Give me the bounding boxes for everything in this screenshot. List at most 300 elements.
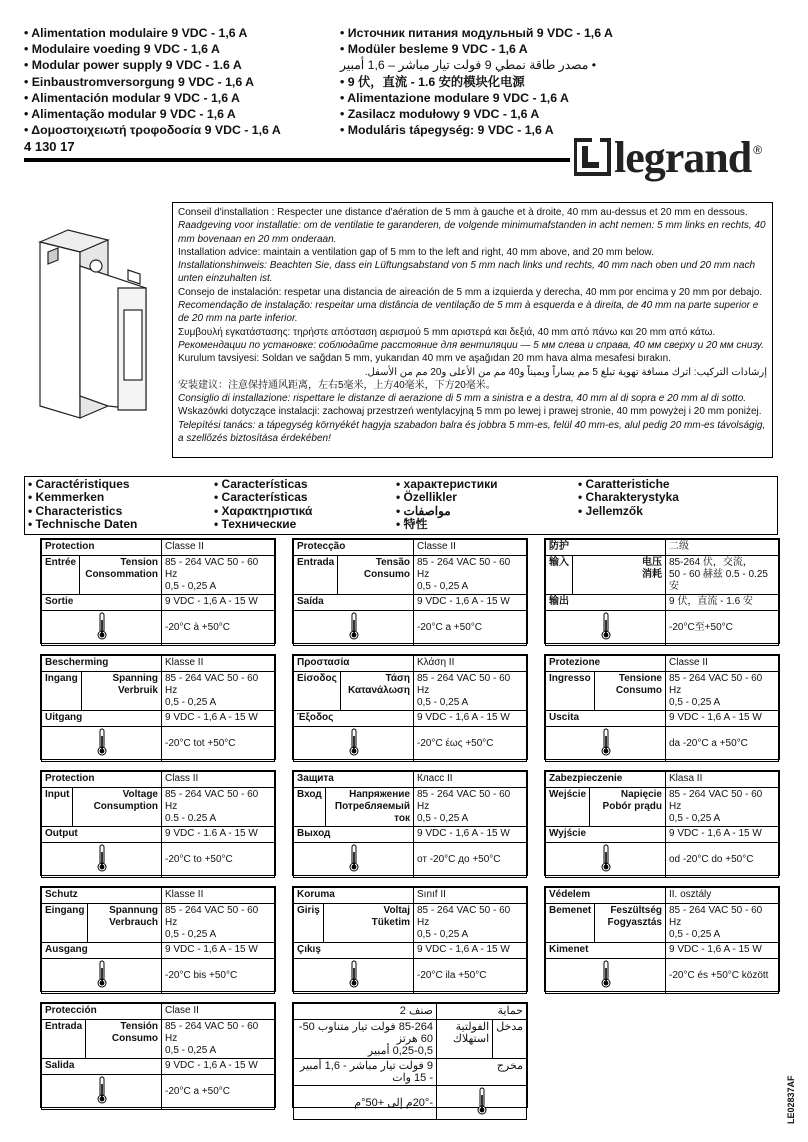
spec-table — [40, 886, 276, 992]
advice-line: Рекомендации по установке: соблюдайте расстояние для вентиляции — 5 мм слева и справа, 40 мм сверху и 20 мм снизу. — [178, 339, 764, 351]
input-voltage-value: 85-264 伏，交流， — [669, 557, 753, 568]
input-consumption-label: Verbruik — [117, 685, 158, 696]
char-text: Caratteristiche — [585, 477, 670, 491]
input-consumption-label: Κατανάλωση — [347, 685, 410, 696]
spec-table — [292, 654, 528, 760]
input-voltage-value: 85 - 264 VAC 50 - 60 Hz — [669, 673, 763, 696]
title-line — [24, 25, 281, 41]
spec-table — [544, 886, 780, 992]
protection-label: Protección — [42, 1004, 162, 1020]
input-cell — [546, 556, 666, 595]
input-value — [666, 672, 779, 711]
input-sub-labels — [82, 672, 161, 710]
input-sub-labels — [341, 672, 413, 710]
bullet: • — [396, 490, 404, 505]
input-cell — [42, 788, 162, 827]
bullet: • — [578, 477, 586, 491]
input-current-value: 0,5 - 0,25 A — [417, 581, 469, 592]
spec-grid — [293, 887, 527, 994]
temperature-value: -20°C tot +50°C — [162, 727, 275, 762]
bullet: • — [28, 517, 36, 532]
bullet: • — [578, 490, 586, 505]
protection-label: Koruma — [294, 888, 414, 904]
spec-grid — [293, 655, 527, 762]
output-value: 9 VDC - 1,6 A - 15 W — [162, 711, 275, 727]
input-cell — [42, 556, 162, 595]
spec-table — [544, 654, 780, 760]
char-label — [396, 518, 497, 531]
input-sub-labels — [338, 556, 413, 594]
title-line — [24, 41, 281, 57]
temperature-value: -20°C és +50°C között — [666, 959, 779, 994]
input-current-value: 50 - 60 赫兹 0.5 - 0.25 安 — [669, 569, 768, 592]
char-label — [396, 491, 497, 504]
output-label: Uitgang — [42, 711, 162, 727]
advice-line: 安装建议：注意保持通风距离，左右5毫米，上方40毫米，下方20毫米。 — [178, 379, 496, 391]
output-value: 9 伏，直流 - 1.6 安 — [666, 595, 779, 611]
output-value: 9 VDC - 1,6 A - 15 W — [666, 827, 779, 843]
temp-icon-cell — [546, 843, 666, 878]
input-voltage-label: Τάση — [385, 673, 410, 684]
char-label — [28, 518, 137, 531]
char-text: Characteristics — [35, 503, 123, 518]
temp-icon-cell — [546, 959, 666, 994]
temperature-value: -20°C to +50°C — [162, 843, 275, 878]
advice-line: Consiglio di installazione: rispettare le distanze di aerazione di 5 mm a sinistra e a destra, 40 mm al di sopra e 20 mm al di sotto. — [178, 393, 747, 405]
protection-value: Classe II — [162, 540, 275, 556]
input-current-value: 0,5 - 0,25 A — [669, 813, 721, 824]
output-value: 9 VDC - 1,6 A - 15 W — [414, 827, 527, 843]
input-voltage-value: 85 - 264 VAC 50 - 60 Hz — [165, 905, 259, 928]
output-label: Çıkış — [294, 943, 414, 959]
protection-label: Protection — [42, 772, 162, 788]
bullet: • — [24, 26, 32, 40]
input-sub-labels — [324, 904, 413, 942]
protection-value: صنف 2 — [294, 1004, 437, 1020]
title-line — [340, 106, 613, 122]
input-label: Eingang — [42, 904, 88, 942]
input-cell — [437, 1020, 527, 1059]
input-sub-labels — [573, 556, 665, 594]
input-value — [666, 904, 779, 943]
input-current-value: 0,5 - 0,25 A — [417, 813, 469, 824]
char-text: Caractéristiques — [35, 477, 130, 491]
protection-value: Класс II — [414, 772, 527, 788]
input-voltage-value: 85-264 فولت تيار متناوب 50-60 هرتز — [298, 1021, 433, 1045]
char-label — [214, 491, 312, 504]
bullet: • — [214, 477, 222, 491]
input-voltage-label: Tensão — [375, 557, 410, 568]
title-line — [340, 41, 613, 57]
input-voltage-value: 85 - 264 VAC 50 - 60 Hz — [417, 905, 511, 928]
title-line — [24, 74, 281, 90]
input-voltage-value: 85 - 264 VAC 50 - 60 Hz — [417, 673, 511, 696]
temperature-value: -20°C bis +50°C — [162, 959, 275, 994]
output-label: Saída — [294, 595, 414, 611]
input-current-value: 0,5 - 0,25 A — [165, 1045, 217, 1056]
temp-icon-cell — [546, 611, 666, 646]
output-label: Salida — [42, 1059, 162, 1075]
temp-icon-cell — [437, 1086, 527, 1120]
title-text: Источник питания модульный 9 VDC - 1,6 A — [347, 26, 613, 40]
output-label: Ausgang — [42, 943, 162, 959]
input-voltage-value: 85 - 264 VAC 50 - 60 Hz — [165, 1021, 259, 1044]
char-label — [28, 505, 137, 518]
protection-label: Schutz — [42, 888, 162, 904]
bullet: • — [588, 58, 597, 73]
input-consumption-label: 消耗 — [642, 569, 662, 580]
input-voltage-label: Напряжение — [349, 789, 410, 800]
input-consumption-label: Consommation — [85, 569, 158, 580]
input-value — [666, 556, 779, 595]
input-voltage-value: 85 - 264 VAC 50 - 60 Hz — [669, 789, 763, 812]
protection-label: Protecção — [294, 540, 414, 556]
temperature-value: -20°C ila +50°C — [414, 959, 527, 994]
thermometer-icon — [348, 960, 360, 988]
input-current-value: 0,5 - 0,25 A — [417, 929, 469, 940]
input-current-value: 0,5 - 0,25 A — [417, 697, 469, 708]
spec-table — [40, 770, 276, 876]
input-sub-labels — [73, 788, 161, 826]
bullet: • — [24, 74, 32, 89]
thermometer-icon — [96, 960, 108, 988]
registered-mark: ® — [753, 143, 763, 157]
char-text: характеристики — [403, 477, 498, 491]
input-label: Είσοδος — [294, 672, 341, 710]
title-text: 9 伏，直流 - 1.6 安的模块化电源 — [347, 74, 525, 89]
protection-value: Sınıf II — [414, 888, 527, 904]
char-text: Características — [221, 490, 308, 505]
title-line — [24, 57, 281, 73]
thermometer-icon — [600, 728, 612, 756]
spec-grid — [41, 887, 275, 994]
char-label — [578, 505, 679, 518]
advice-line: Consejo de instalación: respetar una distancia de aireación de 5 mm a izquierda y derecha, 40 mm por encima y 20 mm por debajo. — [178, 286, 763, 298]
char-col-3 — [396, 478, 497, 532]
protection-label: Protection — [42, 540, 162, 556]
input-consumption-label: Tüketim — [371, 917, 410, 928]
titles-left — [24, 25, 281, 138]
input-label: Input — [42, 788, 73, 826]
input-sub-labels — [595, 672, 665, 710]
spec-grid — [545, 887, 779, 994]
input-value — [414, 904, 527, 943]
thermometer-icon — [600, 960, 612, 988]
spec-table — [292, 886, 528, 992]
temperature-value: -20°C à +50°C — [162, 611, 275, 646]
input-cell — [42, 672, 162, 711]
input-label: Entrada — [42, 1020, 86, 1058]
protection-label: 防护 — [546, 540, 666, 556]
top-rule — [24, 158, 570, 162]
char-text: مواصفات — [403, 503, 451, 518]
output-label: Sortie — [42, 595, 162, 611]
protection-value: 二级 — [666, 540, 779, 556]
protection-value: Klasse II — [162, 656, 275, 672]
title-line — [340, 74, 613, 90]
thermometer-icon — [600, 844, 612, 872]
input-consumption-label: Consumo — [615, 685, 662, 696]
input-voltage-label: الفولتية — [455, 1021, 490, 1033]
title-text: Modüler besleme 9 VDC - 1,6 A — [347, 42, 528, 57]
bullet: • — [24, 42, 32, 57]
input-label: مدخل — [492, 1020, 526, 1058]
legrand-logo — [574, 132, 763, 182]
bullet: • — [396, 477, 404, 491]
output-label: Uscita — [546, 711, 666, 727]
bullet: • — [28, 490, 36, 505]
input-sub-labels — [88, 904, 161, 942]
char-label — [578, 491, 679, 504]
title-text: Modular power supply 9 VDC - 1.6 A — [31, 58, 242, 73]
bullet: • — [24, 58, 32, 73]
protection-value: Clase II — [162, 1004, 275, 1020]
spec-grid-arabic — [293, 1003, 527, 1120]
input-consumption-label: Pobór prądu — [602, 801, 662, 812]
protection-value: Klasa II — [666, 772, 779, 788]
input-consumption-label: Consumption — [93, 801, 158, 812]
bullet: • — [214, 490, 222, 505]
output-value: 9 VDC - 1,6 A - 15 W — [666, 711, 779, 727]
title-text: Modulaire voeding 9 VDC - 1,6 A — [31, 42, 220, 57]
spec-grid — [293, 539, 527, 646]
input-voltage-value: 85 - 264 VAC 50 - 60 Hz — [165, 557, 259, 580]
input-current-value: 0.5 - 0.25 A — [165, 813, 217, 824]
char-text: 特性 — [403, 517, 428, 532]
doc-reference: LE02837AF — [786, 1075, 796, 1124]
title-line — [340, 25, 613, 41]
input-sub-labels — [437, 1020, 492, 1058]
protection-value: Class II — [162, 772, 275, 788]
char-text: Technische Daten — [35, 517, 138, 532]
temperature-value: od -20°C do +50°C — [666, 843, 779, 878]
spec-grid — [545, 655, 779, 762]
input-cell — [294, 672, 414, 711]
bullet: • — [340, 123, 348, 138]
advice-line: Recomendação de instalação: respeitar uma distância de ventilação de 5 mm à esquerda e à direita, de 40 mm na parte superior e de 20 mm na parte inferior. — [178, 300, 759, 325]
protection-label: Προστασία — [294, 656, 414, 672]
char-text: Características — [221, 477, 308, 491]
temp-icon-cell — [294, 727, 414, 762]
output-value: 9 VDC - 1,6 A - 15 W — [162, 1059, 275, 1075]
input-cell — [546, 672, 666, 711]
output-value: 9 VDC - 1,6 A - 15 W — [162, 943, 275, 959]
bullet: • — [28, 477, 36, 491]
bullet: • — [24, 90, 32, 105]
titles-right — [340, 25, 613, 138]
input-consumption-label: Consumo — [363, 569, 410, 580]
input-voltage-value: 85 - 264 VAC 50 - 60 Hz — [165, 673, 259, 696]
temperature-value: -20°C a +50°C — [162, 1075, 275, 1110]
input-voltage-label: Voltaj — [383, 905, 410, 916]
advice-line: Installation advice: maintain a ventilation gap of 5 mm to the left and right, 40 mm above, and 20 mm below. — [178, 246, 654, 258]
temp-icon-cell — [42, 611, 162, 646]
title-line — [24, 122, 281, 138]
input-label: Giriş — [294, 904, 324, 942]
bullet: • — [340, 42, 348, 57]
bullet: • — [214, 503, 222, 518]
legrand-wordmark: legrand — [614, 132, 752, 182]
bullet: • — [340, 26, 348, 40]
output-label: Выход — [294, 827, 414, 843]
char-label — [578, 478, 679, 491]
thermometer-icon — [348, 728, 360, 756]
input-cell — [42, 1020, 162, 1059]
char-text: Технические — [221, 517, 297, 532]
title-line — [24, 106, 281, 122]
title-line — [340, 57, 613, 73]
input-value — [414, 788, 527, 827]
temp-icon-cell — [294, 843, 414, 878]
temp-icon-cell — [42, 727, 162, 762]
input-cell — [42, 904, 162, 943]
output-label: Kimenet — [546, 943, 666, 959]
output-value: 9 VDC - 1,6 A - 15 W — [414, 943, 527, 959]
input-label: Entrée — [42, 556, 80, 594]
spec-table — [40, 654, 276, 760]
spec-table-arabic — [292, 1002, 528, 1108]
input-voltage-label: Napięcie — [620, 789, 662, 800]
temperature-value: -20°C至+50°C — [666, 611, 779, 646]
title-text: Einbaustromversorgung 9 VDC - 1,6 A — [31, 74, 255, 89]
advice-line: Kurulum tavsiyesi: Soldan ve sağdan 5 mm, yukarıdan 40 mm ve aşağıdan 20 mm hava alma mesafesi bırakın. — [178, 353, 672, 365]
product-code: 4 130 17 — [24, 139, 75, 154]
input-voltage-label: Spanning — [112, 673, 158, 684]
thermometer-icon — [348, 844, 360, 872]
input-value — [162, 1020, 275, 1059]
protection-label: Protezione — [546, 656, 666, 672]
thermometer-icon — [96, 1076, 108, 1104]
spec-grid — [41, 539, 275, 646]
bullet: • — [340, 107, 348, 122]
char-text: Özellikler — [403, 490, 457, 505]
input-cell — [546, 788, 666, 827]
char-label — [214, 478, 312, 491]
thermometer-icon — [96, 612, 108, 640]
thermometer-icon — [348, 612, 360, 640]
input-label: Ingang — [42, 672, 82, 710]
input-voltage-value: 85 - 264 VAC 50 - 60 Hz — [669, 905, 763, 928]
output-value: 9 فولت تيار مباشر - 1,6 أمبير - 15 وات — [294, 1059, 437, 1086]
input-cell — [294, 904, 414, 943]
input-value — [414, 672, 527, 711]
spec-table — [544, 538, 780, 644]
spec-grid — [545, 771, 779, 878]
title-text: Alimentation modulaire 9 VDC - 1,6 A — [31, 26, 248, 40]
input-current-value: 0,25-0,5 أمبير — [367, 1045, 433, 1057]
input-label: Bemenet — [546, 904, 595, 942]
spec-grid — [41, 655, 275, 762]
char-col-4 — [578, 478, 679, 518]
title-line — [340, 122, 613, 138]
title-text: Δομοστοιχειωτή τροφοδοσία 9 VDC - 1,6 A — [31, 123, 281, 138]
temp-icon-cell — [42, 1075, 162, 1110]
output-value: 9 VDC - 1,6 A - 15 W — [414, 595, 527, 611]
input-consumption-label: استهلاك — [452, 1033, 490, 1045]
spec-grid — [41, 1003, 275, 1110]
protection-label: Zabezpieczenie — [546, 772, 666, 788]
protection-label: Защита — [294, 772, 414, 788]
input-label: Ingresso — [546, 672, 595, 710]
protection-value: II. osztály — [666, 888, 779, 904]
thermometer-icon — [600, 612, 612, 640]
thermometer-icon — [476, 1087, 488, 1115]
output-value: 9 VDC - 1.6 A - 15 W — [162, 827, 275, 843]
input-sub-labels — [80, 556, 161, 594]
protection-value: Κλάση II — [414, 656, 527, 672]
input-cell — [546, 904, 666, 943]
output-label: Έξοδος — [294, 711, 414, 727]
temp-icon-cell — [546, 727, 666, 762]
bullet: • — [28, 503, 36, 518]
input-current-value: 0,5 - 0,25 A — [165, 929, 217, 940]
input-label: Вход — [294, 788, 326, 826]
advice-line: Installationshinweis: Beachten Sie, dass ein Lüftungsabstand von 5 mm nach links und rechts, 40 mm nach oben und 20 mm nach unten einzuhalten ist. — [178, 260, 756, 285]
spec-table — [40, 538, 276, 644]
char-text: Kemmerken — [35, 490, 105, 505]
title-text: Alimentazione modulare 9 VDC - 1,6 A — [347, 90, 569, 105]
protection-label: حماية — [437, 1004, 527, 1020]
input-value — [162, 904, 275, 943]
bullet: • — [340, 90, 348, 105]
thermometer-icon — [96, 844, 108, 872]
advice-line: Conseil d'installation : Respecter une distance d'aération de 5 mm à gauche et à droite, 40 mm au-dessus et 20 mm en dessous. — [178, 207, 748, 218]
input-sub-labels — [86, 1020, 161, 1058]
temperature-value: da -20°C a +50°C — [666, 727, 779, 762]
input-consumption-label: Потребляемый ток — [334, 801, 410, 824]
title-text: Alimentación modular 9 VDC - 1,6 A — [31, 90, 240, 105]
spec-table — [292, 538, 528, 644]
input-voltage-label: Feszültség — [610, 905, 662, 916]
input-current-value: 0,5 - 0,25 A — [669, 929, 721, 940]
input-voltage-label: Spannung — [109, 905, 158, 916]
temp-icon-cell — [42, 843, 162, 878]
output-value: 9 VDC - 1,6 A - 15 W — [666, 943, 779, 959]
spec-grid — [293, 771, 527, 878]
temperature-value: -20°C a +50°C — [414, 611, 527, 646]
input-label: Entrada — [294, 556, 338, 594]
char-col-1 — [28, 478, 137, 532]
input-value — [162, 788, 275, 827]
input-current-value: 0,5 - 0,25 A — [165, 581, 217, 592]
spec-grid — [41, 771, 275, 878]
input-voltage-value: 85 - 264 VAC 50 - 60 Hz — [165, 789, 259, 812]
bullet: • — [24, 123, 32, 138]
input-value — [414, 556, 527, 595]
advice-line: Raadgeving voor installatie: om de ventilatie te garanderen, de volgende minimumafstanden in acht nemen: 5 mm links en rechts, 40 mm bovenaan en 20 mm onderaan. — [178, 220, 766, 245]
temperature-value: от -20°C до +50°C — [414, 843, 527, 878]
spec-table — [40, 1002, 276, 1108]
output-value: 9 VDC - 1,6 A - 15 W — [162, 595, 275, 611]
advice-line: إرشادات التركيب: اترك مسافة تهوية تبلغ 5 مم يساراً ويميناً و40 مم من الأعلى و20 مم من الأسفل. — [364, 366, 767, 378]
input-voltage-label: Tensione — [618, 673, 662, 684]
advice-line: Telepítési tanács: a tápegység környékét hagyja szabadon balra és jobbra 5 mm-es, felül 40 mm-es, alul pedig 20 mm-es távolságig, a szellőzés biztosítása érdekében! — [178, 419, 766, 445]
input-label: 输入 — [546, 556, 573, 594]
input-value — [162, 672, 275, 711]
output-label: Output — [42, 827, 162, 843]
device-illustration — [28, 226, 158, 426]
input-value — [294, 1020, 437, 1059]
protection-label: Bescherming — [42, 656, 162, 672]
output-label: Wyjście — [546, 827, 666, 843]
temp-icon-cell — [42, 959, 162, 994]
char-label — [214, 505, 312, 518]
char-text: Χαρακτηριστικά — [221, 503, 313, 518]
char-text: Charakterystyka — [585, 490, 679, 505]
input-voltage-label: Voltage — [122, 789, 158, 800]
spec-table — [544, 770, 780, 876]
protection-value: Classe II — [414, 540, 527, 556]
